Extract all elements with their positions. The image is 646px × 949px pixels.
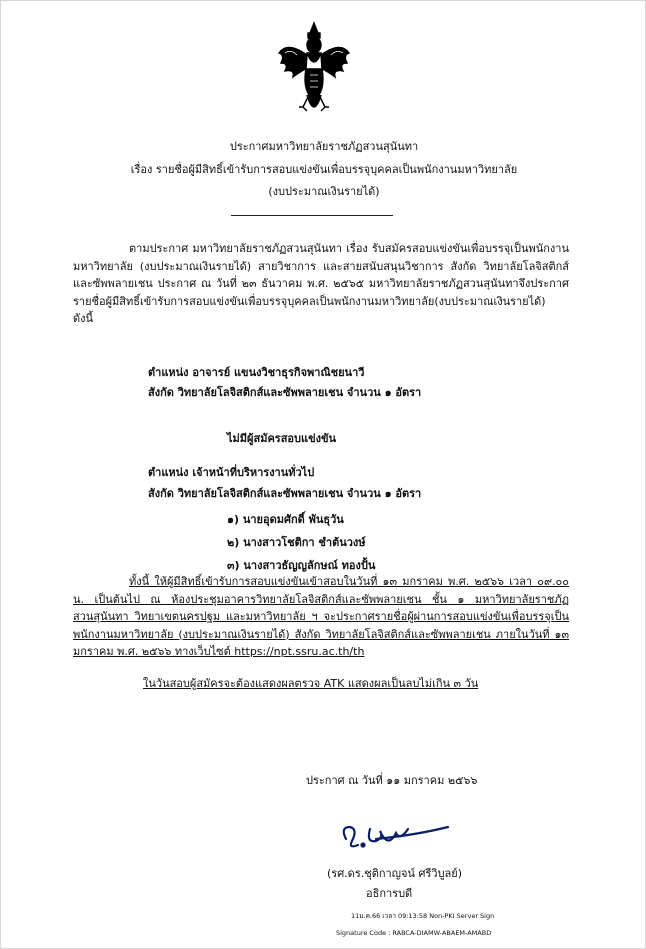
announce-date: ประกาศ ณ วันที่ ๑๑ มกราคม ๒๕๖๖ — [306, 774, 478, 787]
intro-paragraph — [73, 240, 569, 328]
header-divider — [231, 215, 393, 216]
exam-paragraph — [73, 573, 569, 661]
intro-text: ตามประกาศ มหาวิทยาลัยราชภัฏสวนสุนันทา เรื่อง รับสมัครสอบแข่งขันเพื่อบรรจุเป็นพนักงานมหาวิทยาลัย (งบประมาณเงินรายได้) สายวิชาการ และสายสนับสนุนวิชาการ สังกัด วิทยาลัยโลจิสติกส์และซัพพลายเชน ประกาศ ณ วันที่ ๒๓ ธันวาคม พ.ศ. ๒๕๖๕ มหาวิทยาลัยราชภัฏสวนสุนันทาจึงประกาศรายชื่อผู้มีสิทธิ์เข้ารับการสอบแข่งขันเพื่อบรรจุบุคคลเป็นพนักงานมหาวิทยาลัย(งบประมาณเงินรายได้) ดังนี้ — [73, 242, 569, 325]
subject-line: เรื่อง รายชื่อผู้มีสิทธิ์เข้ารับการสอบแข่งขันเพื่อบรรจุบุคคลเป็นพนักงานมหาวิทยาลัย — [130, 163, 518, 176]
budget-note: (งบประมาณเงินรายได้) — [268, 185, 380, 198]
signer-title: อธิการบดี — [366, 887, 413, 900]
announcement-heading: ประกาศมหาวิทยาลัยราชภัฏสวนสุนันทา — [229, 140, 419, 153]
candidate-3: ๓) นางสาวธัญญลักษณ์ ทองปั้น — [227, 559, 376, 572]
candidate-2: ๒) นางสาวโชติกา ชำต้นวงษ์ — [227, 536, 366, 549]
position-2-unit: สังกัด วิทยาลัยโลจิสติกส์และซัพพลายเชน จำนวน ๑ อัตรา — [148, 487, 422, 500]
signer-name: (รศ.ดร.ชุติกาญจน์ ศรีวิบูลย์) — [327, 867, 463, 880]
garuda-emblem-icon — [273, 19, 355, 121]
position-1-unit: สังกัด วิทยาลัยโลจิสติกส์และซัพพลายเชน จำนวน ๑ อัตรา — [148, 386, 422, 399]
exam-text: ทั้งนี้ ให้ผู้มีสิทธิ์เข้ารับการสอบแข่งขันเข้าสอบในวันที่ ๑๓ มกราคม พ.ศ. ๒๕๖๖ เวลา ๐๙.๐๐ น. เป็นต้นไป ณ ห้องประชุมอาคารวิทยาลัยโลจิสติกส์และซัพพลายเชน ชั้น ๑ มหาวิทยาลัยราชภัฏสวนสุนันทา วิทยาเขตนครปฐม และมหาวิทยาลัย ฯ จะประกาศรายชื่อผู้ผ่านการสอบแข่งขันเพื่อบรรจุเป็นพนักงานมหาวิทยาลัย (งบประมาณเงินรายได้) สังกัด วิทยาลัยโลจิสติกส์และซัพพลายเชน ภายในวันที่ ๑๓ มกราคม พ.ศ. ๒๕๖๖ ทางเว็บไซต์ https://npt.ssru.ac.th/th — [73, 575, 569, 658]
atk-notice: ในวันสอบผู้สมัครจะต้องแสดงผลตรวจ ATK แสดงผลเป็นลบไม่เกิน ๓ วัน — [143, 677, 479, 690]
e-sign-timestamp: 11ม.ค.66 เวลา 09:13:58 Non-PKI Server Sign — [351, 912, 495, 920]
signature-image — [336, 819, 456, 853]
candidate-1: ๑) นายอุดมศักดิ์ พันธุวัน — [227, 513, 344, 526]
position-2-title: ตำแหน่ง เจ้าหน้าที่บริหารงานทั่วไป — [148, 466, 315, 479]
position-1-title: ตำแหน่ง อาจารย์ แขนงวิชาธุรกิจพาณิชยนาวี — [148, 366, 365, 379]
signature-code: Signature Code : RABCA-DIAMW-ABAEM-AMABD — [336, 929, 492, 937]
no-applicants-note: ไม่มีผู้สมัครสอบแข่งขัน — [227, 432, 337, 445]
